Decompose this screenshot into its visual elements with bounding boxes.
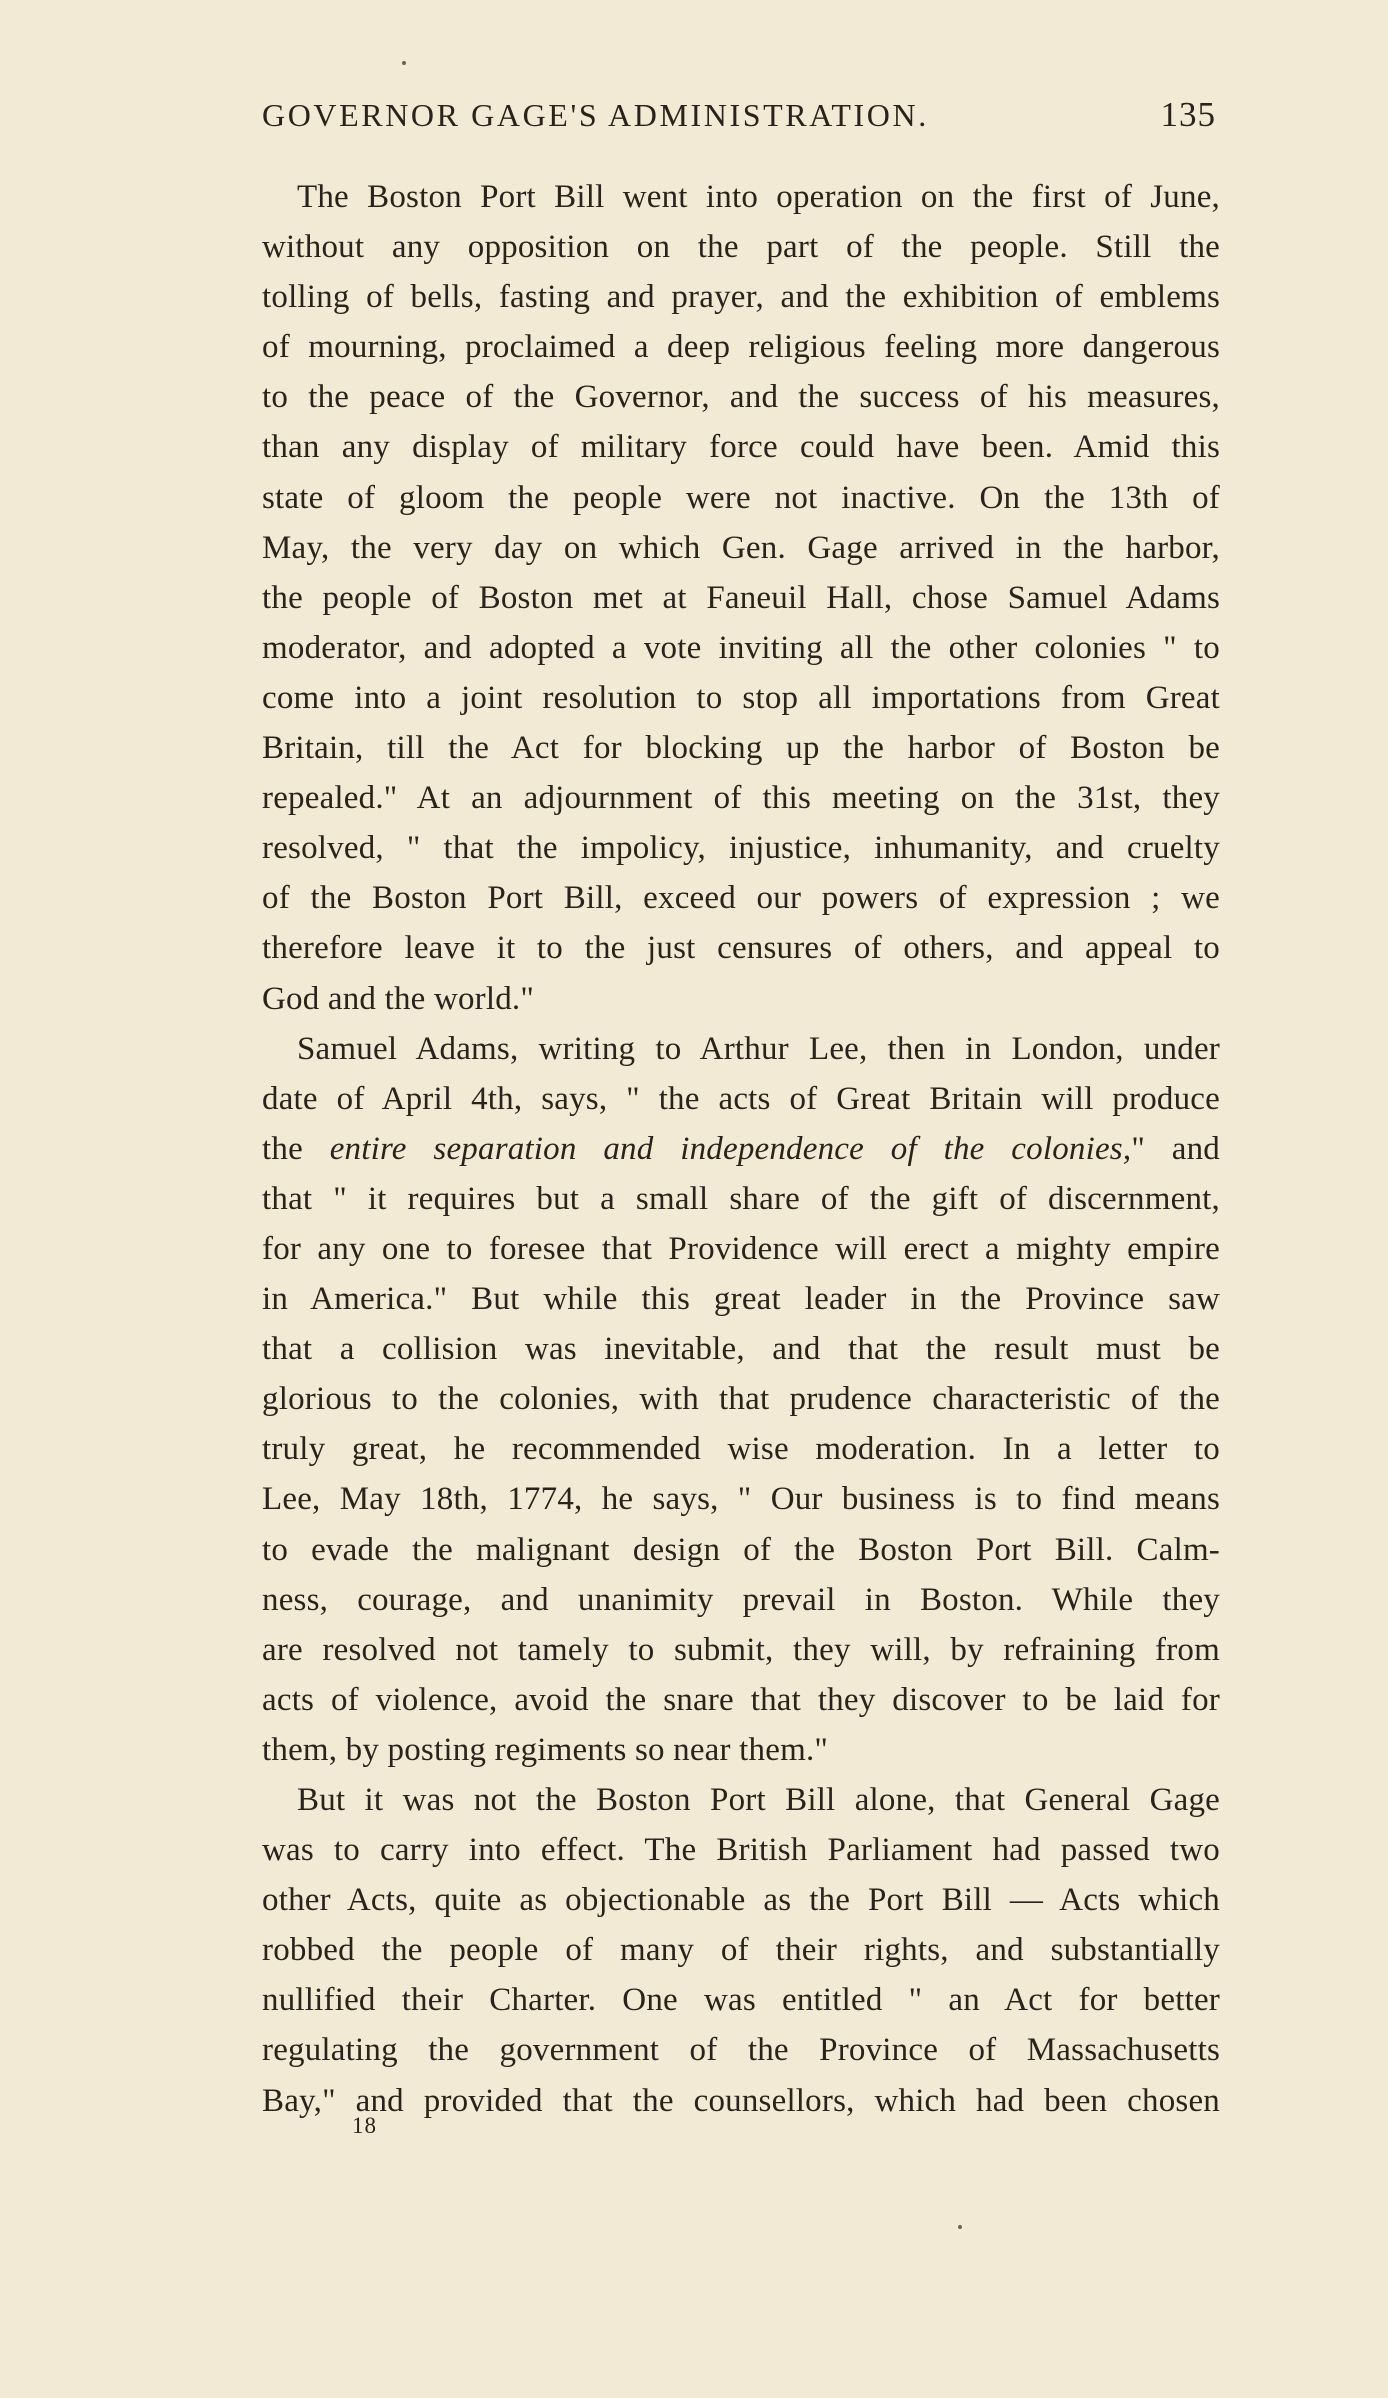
text-line: robbed the people of many of their rights, and substantially <box>262 1932 1220 1969</box>
signature-mark: 18 <box>352 2113 377 2138</box>
text-line: May, the very day on which Gen. Gage arrived in the harbor, <box>262 529 1220 566</box>
text-line: therefore leave it to the just censures of others, and appeal to <box>262 930 1220 967</box>
text-line: without any opposition on the part of the people. Still the <box>262 229 1220 266</box>
text-line: in America." But while this great leader in the Province saw <box>262 1281 1220 1318</box>
text-line: to the peace of the Governor, and the success of his measures, <box>262 379 1220 416</box>
text-line: for any one to foresee that Providence will erect a mighty empire <box>262 1230 1220 1267</box>
text-line-with-emphasis <box>262 1124 1220 1174</box>
text-line: that a collision was inevitable, and that the result must be <box>262 1331 1220 1368</box>
text-line: repealed." At an adjournment of this meeting on the 31st, they <box>262 780 1220 817</box>
text-line: Samuel Adams, writing to Arthur Lee, then in London, under <box>297 1030 1220 1067</box>
paragraph-1 <box>262 172 1220 1024</box>
text-line: acts of violence, avoid the snare that they discover to be laid for <box>262 1681 1220 1718</box>
text-line: moderator, and adopted a vote inviting all the other colonies " to <box>262 629 1220 666</box>
text-line: other Acts, quite as objectionable as the Port Bill — Acts which <box>262 1882 1220 1919</box>
body-text <box>262 172 1220 2126</box>
page-number: 135 <box>1160 95 1216 134</box>
text-line: resolved, " that the impolicy, injustice, inhumanity, and cruelty <box>262 830 1220 867</box>
text-fragment: " and <box>1131 1130 1220 1167</box>
page-header <box>258 93 1220 143</box>
text-line: to evade the malignant design of the Boston Port Bill. Calm- <box>262 1531 1220 1568</box>
text-line: Britain, till the Act for blocking up the harbor of Boston be <box>262 730 1220 767</box>
print-speck <box>402 61 406 65</box>
text-line: Lee, May 18th, 1774, he says, " Our business is to find means <box>262 1481 1220 1518</box>
text-line: The Boston Port Bill went into operation on the first of June, <box>297 179 1220 215</box>
text-line: ness, courage, and unanimity prevail in Boston. While they <box>262 1581 1220 1618</box>
text-line: of the Boston Port Bill, exceed our powers of expression ; we <box>262 880 1220 917</box>
text-line: Bay," and provided that the counsellors, which had been chosen <box>262 2082 1220 2119</box>
text-line: of mourning, proclaimed a deep religious feeling more dangerous <box>262 329 1220 366</box>
text-line: that " it requires but a small share of the gift of discernment, <box>262 1180 1220 1217</box>
running-head: GOVERNOR GAGE'S ADMINISTRATION. <box>262 97 929 133</box>
text-fragment: the <box>262 1130 330 1167</box>
text-line: state of gloom the people were not inactive. On the 13th of <box>262 479 1220 516</box>
italic-quotation: entire separation and independence of the colonies, <box>329 1130 1132 1167</box>
text-line: truly great, he recommended wise moderation. In a letter to <box>262 1431 1220 1468</box>
text-line: nullified their Charter. One was entitled " an Act for better <box>262 1982 1220 2019</box>
print-speck <box>958 2225 962 2229</box>
text-line: the people of Boston met at Faneuil Hall, chose Samuel Adams <box>262 579 1220 616</box>
text-line: But it was not the Boston Port Bill alone, that General Gage <box>297 1782 1220 1818</box>
text-line: than any display of military force could have been. Amid this <box>262 429 1220 466</box>
paragraph-3 <box>262 1775 1220 2126</box>
text-line: was to carry into effect. The British Parliament had passed two <box>262 1832 1220 1869</box>
text-line: them, by posting regiments so near them." <box>262 1731 829 1768</box>
text-line: God and the world." <box>262 980 535 1017</box>
text-line: glorious to the colonies, with that prudence characteristic of the <box>262 1381 1220 1418</box>
text-line: tolling of bells, fasting and prayer, and the exhibition of emblems <box>262 279 1220 316</box>
text-line: regulating the government of the Province of Massachusetts <box>262 2032 1220 2069</box>
text-line: come into a joint resolution to stop all importations from Great <box>262 679 1220 716</box>
paragraph-2 <box>262 1024 1220 1775</box>
text-line: are resolved not tamely to submit, they will, by refraining from <box>262 1631 1220 1668</box>
text-line: date of April 4th, says, " the acts of Great Britain will produce <box>262 1080 1220 1117</box>
